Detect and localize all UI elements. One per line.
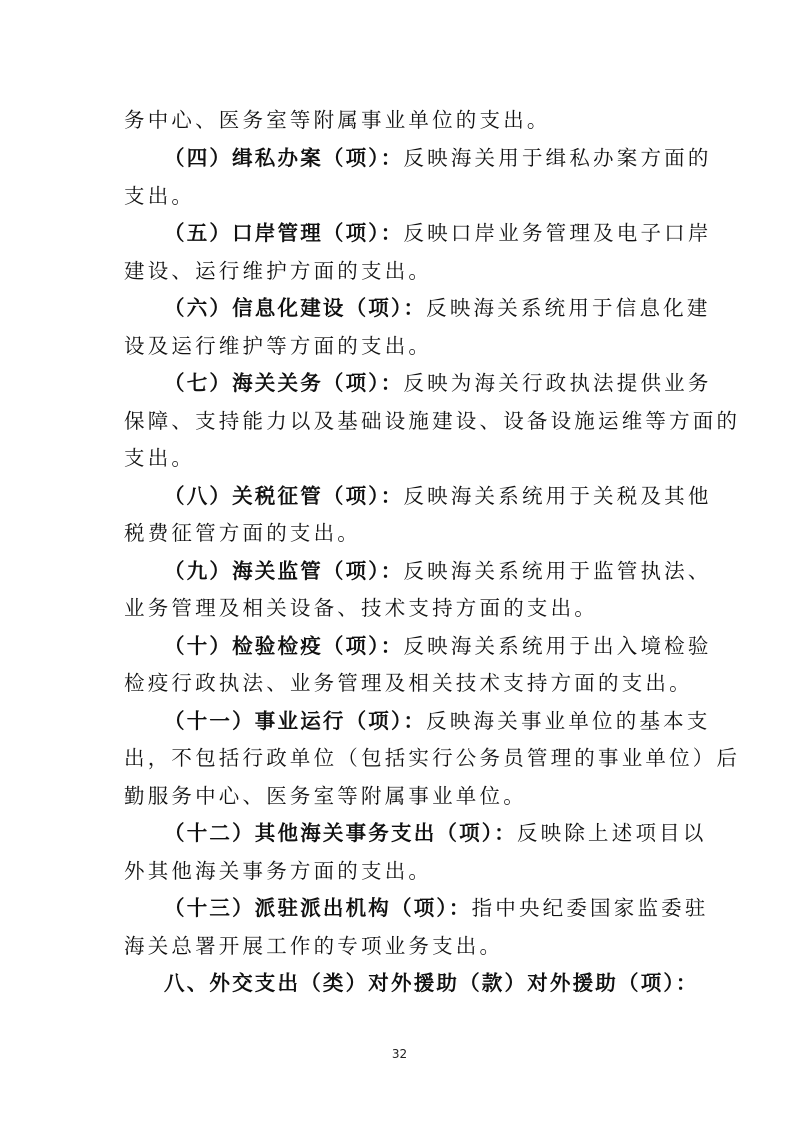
paragraph-7-line-2: 保障、支持能力以及基础设施建设、设备设施运维等方面的 xyxy=(124,409,741,433)
paragraph-13-line-2: 海关总署开展工作的专项业务支出。 xyxy=(124,934,504,958)
paragraph-12-line-2: 外其他海关事务方面的支出。 xyxy=(124,859,433,883)
paragraph-8-line-2: 税费征管方面的支出。 xyxy=(124,521,361,545)
paragraph-11-line-3: 勤服务中心、医务室等附属事业单位。 xyxy=(124,784,527,808)
paragraph-8-line-1: （八）关税征管（项）：反映海关系统用于关税及其他 xyxy=(164,484,712,508)
paragraph-7-line-1: （七）海关关务（项）：反映为海关行政执法提供业务 xyxy=(164,371,712,395)
item-heading-9: （九）海关监管（项）： xyxy=(164,559,404,583)
paragraph-11-line-1: （十一）事业运行（项）：反映海关事业单位的基本支 xyxy=(164,709,711,733)
paragraph-6-line-2: 设及运行维护等方面的支出。 xyxy=(124,334,433,358)
item-heading-10: （十）检验检疫（项）： xyxy=(164,634,404,658)
item-heading-11: （十一）事业运行（项）： xyxy=(164,709,427,733)
paragraph-6-line-1: （六）信息化建设（项）：反映海关系统用于信息化建 xyxy=(164,296,711,320)
paragraph-4-line-2: 支出。 xyxy=(124,184,196,208)
item-heading-5: （五）口岸管理（项）： xyxy=(164,221,404,245)
item-heading-4: （四）缉私办案（项）： xyxy=(164,146,404,170)
paragraph-10-line-1: （十）检验检疫（项）：反映海关系统用于出入境检验 xyxy=(164,634,712,658)
page-number: 32 xyxy=(391,1047,408,1061)
paragraph-4-line-1: （四）缉私办案（项）：反映海关用于缉私办案方面的 xyxy=(164,146,712,170)
item-heading-12: （十二）其他海关事务支出（项）： xyxy=(164,821,517,845)
item-heading-7: （七）海关关务（项）： xyxy=(164,371,404,395)
paragraph-7-line-3: 支出。 xyxy=(124,446,196,470)
paragraph-10-line-2: 检疫行政执法、业务管理及相关技术支持方面的支出。 xyxy=(124,671,693,695)
paragraph-5-line-2: 建设、运行维护方面的支出。 xyxy=(124,259,433,283)
item-heading-8: （八）关税征管（项）： xyxy=(164,484,404,508)
text-line-1: 务中心、医务室等附属事业单位的支出。 xyxy=(124,108,551,132)
paragraph-9-line-1: （九）海关监管（项）：反映海关系统用于监管执法、 xyxy=(164,559,712,583)
paragraph-13-line-1: （十三）派驻派出机构（项）：指中央纪委国家监委驻 xyxy=(164,896,709,920)
section-8-heading-line xyxy=(164,969,699,997)
paragraph-12-line-1: （十二）其他海关事务支出（项）：反映除上述项目以 xyxy=(164,821,707,845)
paragraph-9-line-2: 业务管理及相关设备、技术支持方面的支出。 xyxy=(124,596,598,620)
item-heading-13: （十三）派驻派出机构（项）： xyxy=(164,896,472,920)
section-heading-8: 八、外交支出（类）对外援助（款）对外援助（项）： xyxy=(164,971,699,995)
item-heading-6: （六）信息化建设（项）： xyxy=(164,296,427,320)
paragraph-11-line-2: 出，不包括行政单位（包括实行公务员管理的事业单位）后 xyxy=(124,746,741,770)
paragraph-5-line-1: （五）口岸管理（项）：反映口岸业务管理及电子口岸 xyxy=(164,221,712,245)
